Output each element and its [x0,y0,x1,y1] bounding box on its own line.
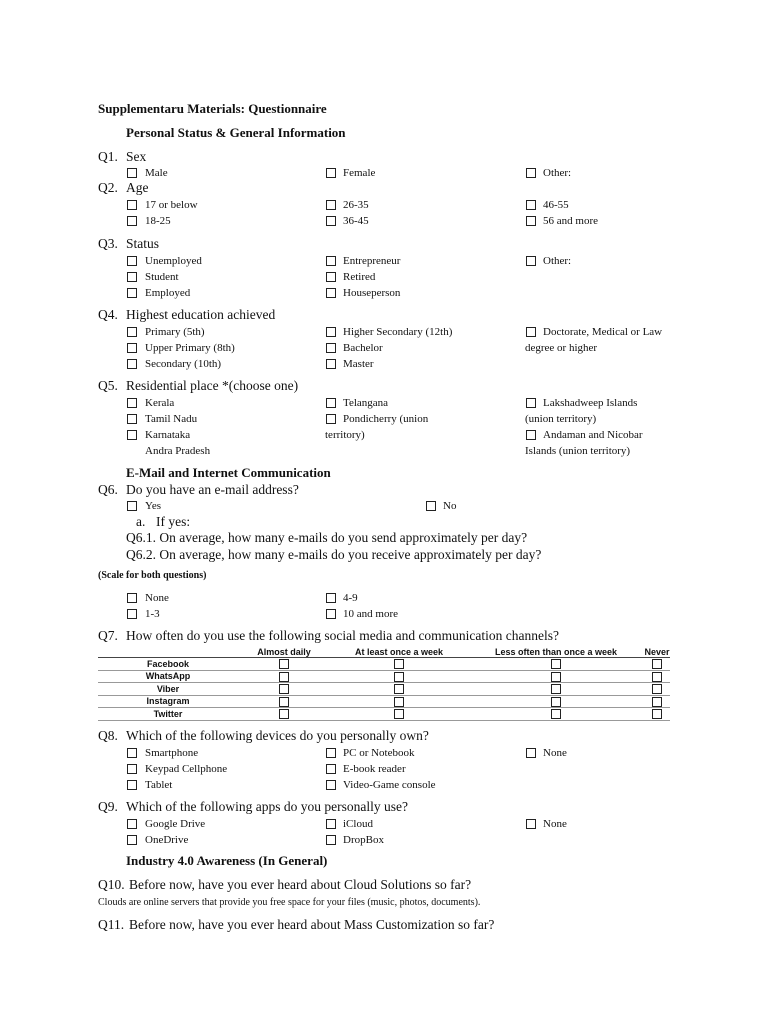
option-label: Tablet [145,779,173,791]
q11-number: Q11. [98,917,125,932]
option-label-continued: degree or higher [525,342,598,354]
option-label: OneDrive [145,834,189,846]
option-label: Bachelor [343,342,383,354]
option-label: Andaman and Nicobar [543,429,643,441]
option-label: E-book reader [343,763,406,775]
option-label: Yes [145,500,162,512]
option-label: 18-25 [145,215,171,227]
scale-note: (Scale for both questions) [98,570,207,581]
option-label: Primary (5th) [145,326,205,338]
option-label: Kerala [145,397,175,409]
checkbox-keypad-cellphone[interactable] [127,764,137,774]
column-header: Less often than once a week [468,646,644,658]
checkbox-ebook-reader[interactable] [326,764,336,774]
option-label: Andra Pradesh [145,445,211,457]
checkbox-cell[interactable] [652,659,662,669]
checkbox-age-56[interactable] [526,216,536,226]
option-label: 17 or below [145,199,198,211]
checkbox-cell[interactable] [551,709,561,719]
checkbox-email-no[interactable] [426,501,436,511]
checkbox-apps-none[interactable] [526,819,536,829]
row-label: WhatsApp [98,670,238,683]
checkbox-cell[interactable] [551,672,561,682]
checkbox-dropbox[interactable] [326,835,336,845]
checkbox-status-other[interactable] [526,256,536,266]
checkbox-cell[interactable] [652,709,662,719]
row-label: Viber [98,683,238,696]
option-label: No [443,500,457,512]
checkbox-bachelor[interactable] [326,343,336,353]
q3-text: Status [126,236,160,251]
checkbox-telangana[interactable] [326,398,336,408]
checkbox-sex-other[interactable] [526,168,536,178]
checkbox-cell[interactable] [394,709,404,719]
row-label: Twitter [98,708,238,721]
q5-number: Q5. [98,378,118,393]
q7-number: Q7. [98,628,118,643]
checkbox-devices-none[interactable] [526,748,536,758]
q6-2-text: Q6.2. On average, how many e-mails do you receive approximately per day? [126,547,542,562]
checkbox-houseperson[interactable] [326,288,336,298]
option-label: Karnataka [145,429,191,441]
table-row [98,670,670,683]
q1-number: Q1. [98,149,118,164]
checkbox-age-17[interactable] [127,200,137,210]
checkbox-andaman[interactable] [526,430,536,440]
option-label: None [543,818,567,830]
option-label: Houseperson [343,287,401,299]
q9-number: Q9. [98,799,118,814]
section-heading-personal: Personal Status & General Information [126,125,346,140]
option-label: None [543,747,567,759]
option-label: Doctorate, Medical or Law [543,326,663,338]
q7-text: How often do you use the following social media and communication channels? [126,628,560,643]
checkbox-10-more[interactable] [326,609,336,619]
checkbox-unemployed[interactable] [127,256,137,266]
checkbox-pc-notebook[interactable] [326,748,336,758]
option-label: Entrepreneur [343,255,401,267]
checkbox-cell[interactable] [652,697,662,707]
option-label: 36-45 [343,215,369,227]
checkbox-kerala[interactable] [127,398,137,408]
checkbox-retired[interactable] [326,272,336,282]
checkbox-tablet[interactable] [127,780,137,790]
checkbox-age-18-25[interactable] [127,216,137,226]
q1-text: Sex [126,149,147,164]
checkbox-cell[interactable] [279,709,289,719]
checkbox-male[interactable] [127,168,137,178]
checkbox-age-46-55[interactable] [526,200,536,210]
table-row [98,695,670,708]
checkbox-1-3[interactable] [127,609,137,619]
checkbox-smartphone[interactable] [127,748,137,758]
q6-number: Q6. [98,482,118,497]
q9-text: Which of the following apps do you personally use? [126,799,408,814]
checkbox-cell[interactable] [394,672,404,682]
q8-text: Which of the following devices do you personally own? [126,728,429,743]
checkbox-cell[interactable] [551,697,561,707]
checkbox-cell[interactable] [279,697,289,707]
option-label: Pondicherry (union [343,413,429,425]
option-label: 1-3 [145,608,160,620]
row-label: Instagram [98,695,238,708]
option-label: Upper Primary (8th) [145,342,235,354]
option-label: Secondary (10th) [145,358,222,370]
option-label-continued: Islands (union territory) [525,445,631,457]
option-label: 56 and more [543,215,598,227]
option-label: Lakshadweep Islands [543,397,638,409]
table-row [98,658,670,671]
checkbox-cell[interactable] [279,684,289,694]
checkbox-secondary[interactable] [127,359,137,369]
column-header [98,646,238,658]
option-label: PC or Notebook [343,747,415,759]
checkbox-master[interactable] [326,359,336,369]
checkbox-4-9[interactable] [326,593,336,603]
q2-number: Q2. [98,180,118,195]
option-label: Video-Game console [343,779,436,791]
checkbox-email-yes[interactable] [127,501,137,511]
checkbox-cell[interactable] [551,659,561,669]
checkbox-age-26-35[interactable] [326,200,336,210]
checkbox-onedrive[interactable] [127,835,137,845]
checkbox-cell[interactable] [551,684,561,694]
option-label: 46-55 [543,199,569,211]
option-label: DropBox [343,834,384,846]
table-row [98,708,670,721]
option-label-continued: (union territory) [525,413,597,425]
checkbox-upper-primary[interactable] [127,343,137,353]
checkbox-video-game-console[interactable] [326,780,336,790]
q11-text: Before now, have you ever heard about Mass Customization so far? [129,917,495,932]
option-label: iCloud [343,818,373,830]
page-title: Supplementaru Materials: Questionnaire [98,101,327,116]
q6-1-text: Q6.1. On average, how many e-mails do you send approximately per day? [126,530,528,545]
section-heading-email: E-Mail and Internet Communication [126,465,331,480]
option-label: None [145,592,169,604]
checkbox-tamil-nadu[interactable] [127,414,137,424]
q4-text: Highest education achieved [126,307,276,322]
sub-marker: a. [136,514,146,529]
q10-note: Clouds are online servers that provide you free space for your files (music, photos, documents). [98,897,481,908]
checkbox-female[interactable] [326,168,336,178]
option-label: Student [145,271,179,283]
option-label: Higher Secondary (12th) [343,326,453,338]
column-header: Never [644,646,670,657]
checkbox-cell[interactable] [652,684,662,694]
column-header: At least once a week [330,646,468,658]
q2-text: Age [126,180,149,195]
checkbox-google-drive[interactable] [127,819,137,829]
checkbox-icloud[interactable] [326,819,336,829]
checkbox-cell[interactable] [394,697,404,707]
option-label: 26-35 [343,199,369,211]
section-heading-industry: Industry 4.0 Awareness (In General) [126,853,328,868]
q8-number: Q8. [98,728,118,743]
q3-number: Q3. [98,236,118,251]
checkbox-age-36-45[interactable] [326,216,336,226]
option-label: Female [343,167,376,179]
option-label: Retired [343,271,376,283]
option-label: Male [145,167,168,179]
checkbox-cell[interactable] [394,684,404,694]
checkbox-cell[interactable] [652,672,662,682]
checkbox-pondicherry[interactable] [326,414,336,424]
column-header: Almost daily [238,646,330,658]
checkbox-karnataka[interactable] [127,430,137,440]
option-label: Telangana [343,397,389,409]
option-label: Google Drive [145,818,206,830]
option-label: 4-9 [343,592,358,604]
option-label: Unemployed [145,255,202,267]
checkbox-student[interactable] [127,272,137,282]
checkbox-higher-secondary[interactable] [326,327,336,337]
q10-text: Before now, have you ever heard about Cloud Solutions so far? [129,877,472,892]
option-label: 10 and more [343,608,398,620]
option-label: Other: [543,167,572,179]
q6-text: Do you have an e-mail address? [126,482,299,497]
checkbox-cell[interactable] [394,659,404,669]
checkbox-employed[interactable] [127,288,137,298]
checkbox-entrepreneur[interactable] [326,256,336,266]
option-label: Keypad Cellphone [145,763,228,775]
option-label: Smartphone [145,747,199,759]
option-label: Employed [145,287,191,299]
option-label: Other: [543,255,572,267]
option-label: Tamil Nadu [145,413,198,425]
checkbox-primary[interactable] [127,327,137,337]
checkbox-lakshadweep[interactable] [526,398,536,408]
q5-text: Residential place *(choose one) [126,378,299,393]
sub-text: If yes: [156,514,191,529]
checkbox-doctorate[interactable] [526,327,536,337]
row-label: Facebook [98,658,238,671]
q4-number: Q4. [98,307,118,322]
checkbox-none[interactable] [127,593,137,603]
table-header-row [98,646,670,658]
checkbox-cell[interactable] [279,659,289,669]
social-media-table [98,646,670,721]
q10-number: Q10. [98,877,125,892]
checkbox-cell[interactable] [279,672,289,682]
table-row [98,683,670,696]
option-label: Master [343,358,374,370]
option-label-continued: territory) [325,429,365,441]
